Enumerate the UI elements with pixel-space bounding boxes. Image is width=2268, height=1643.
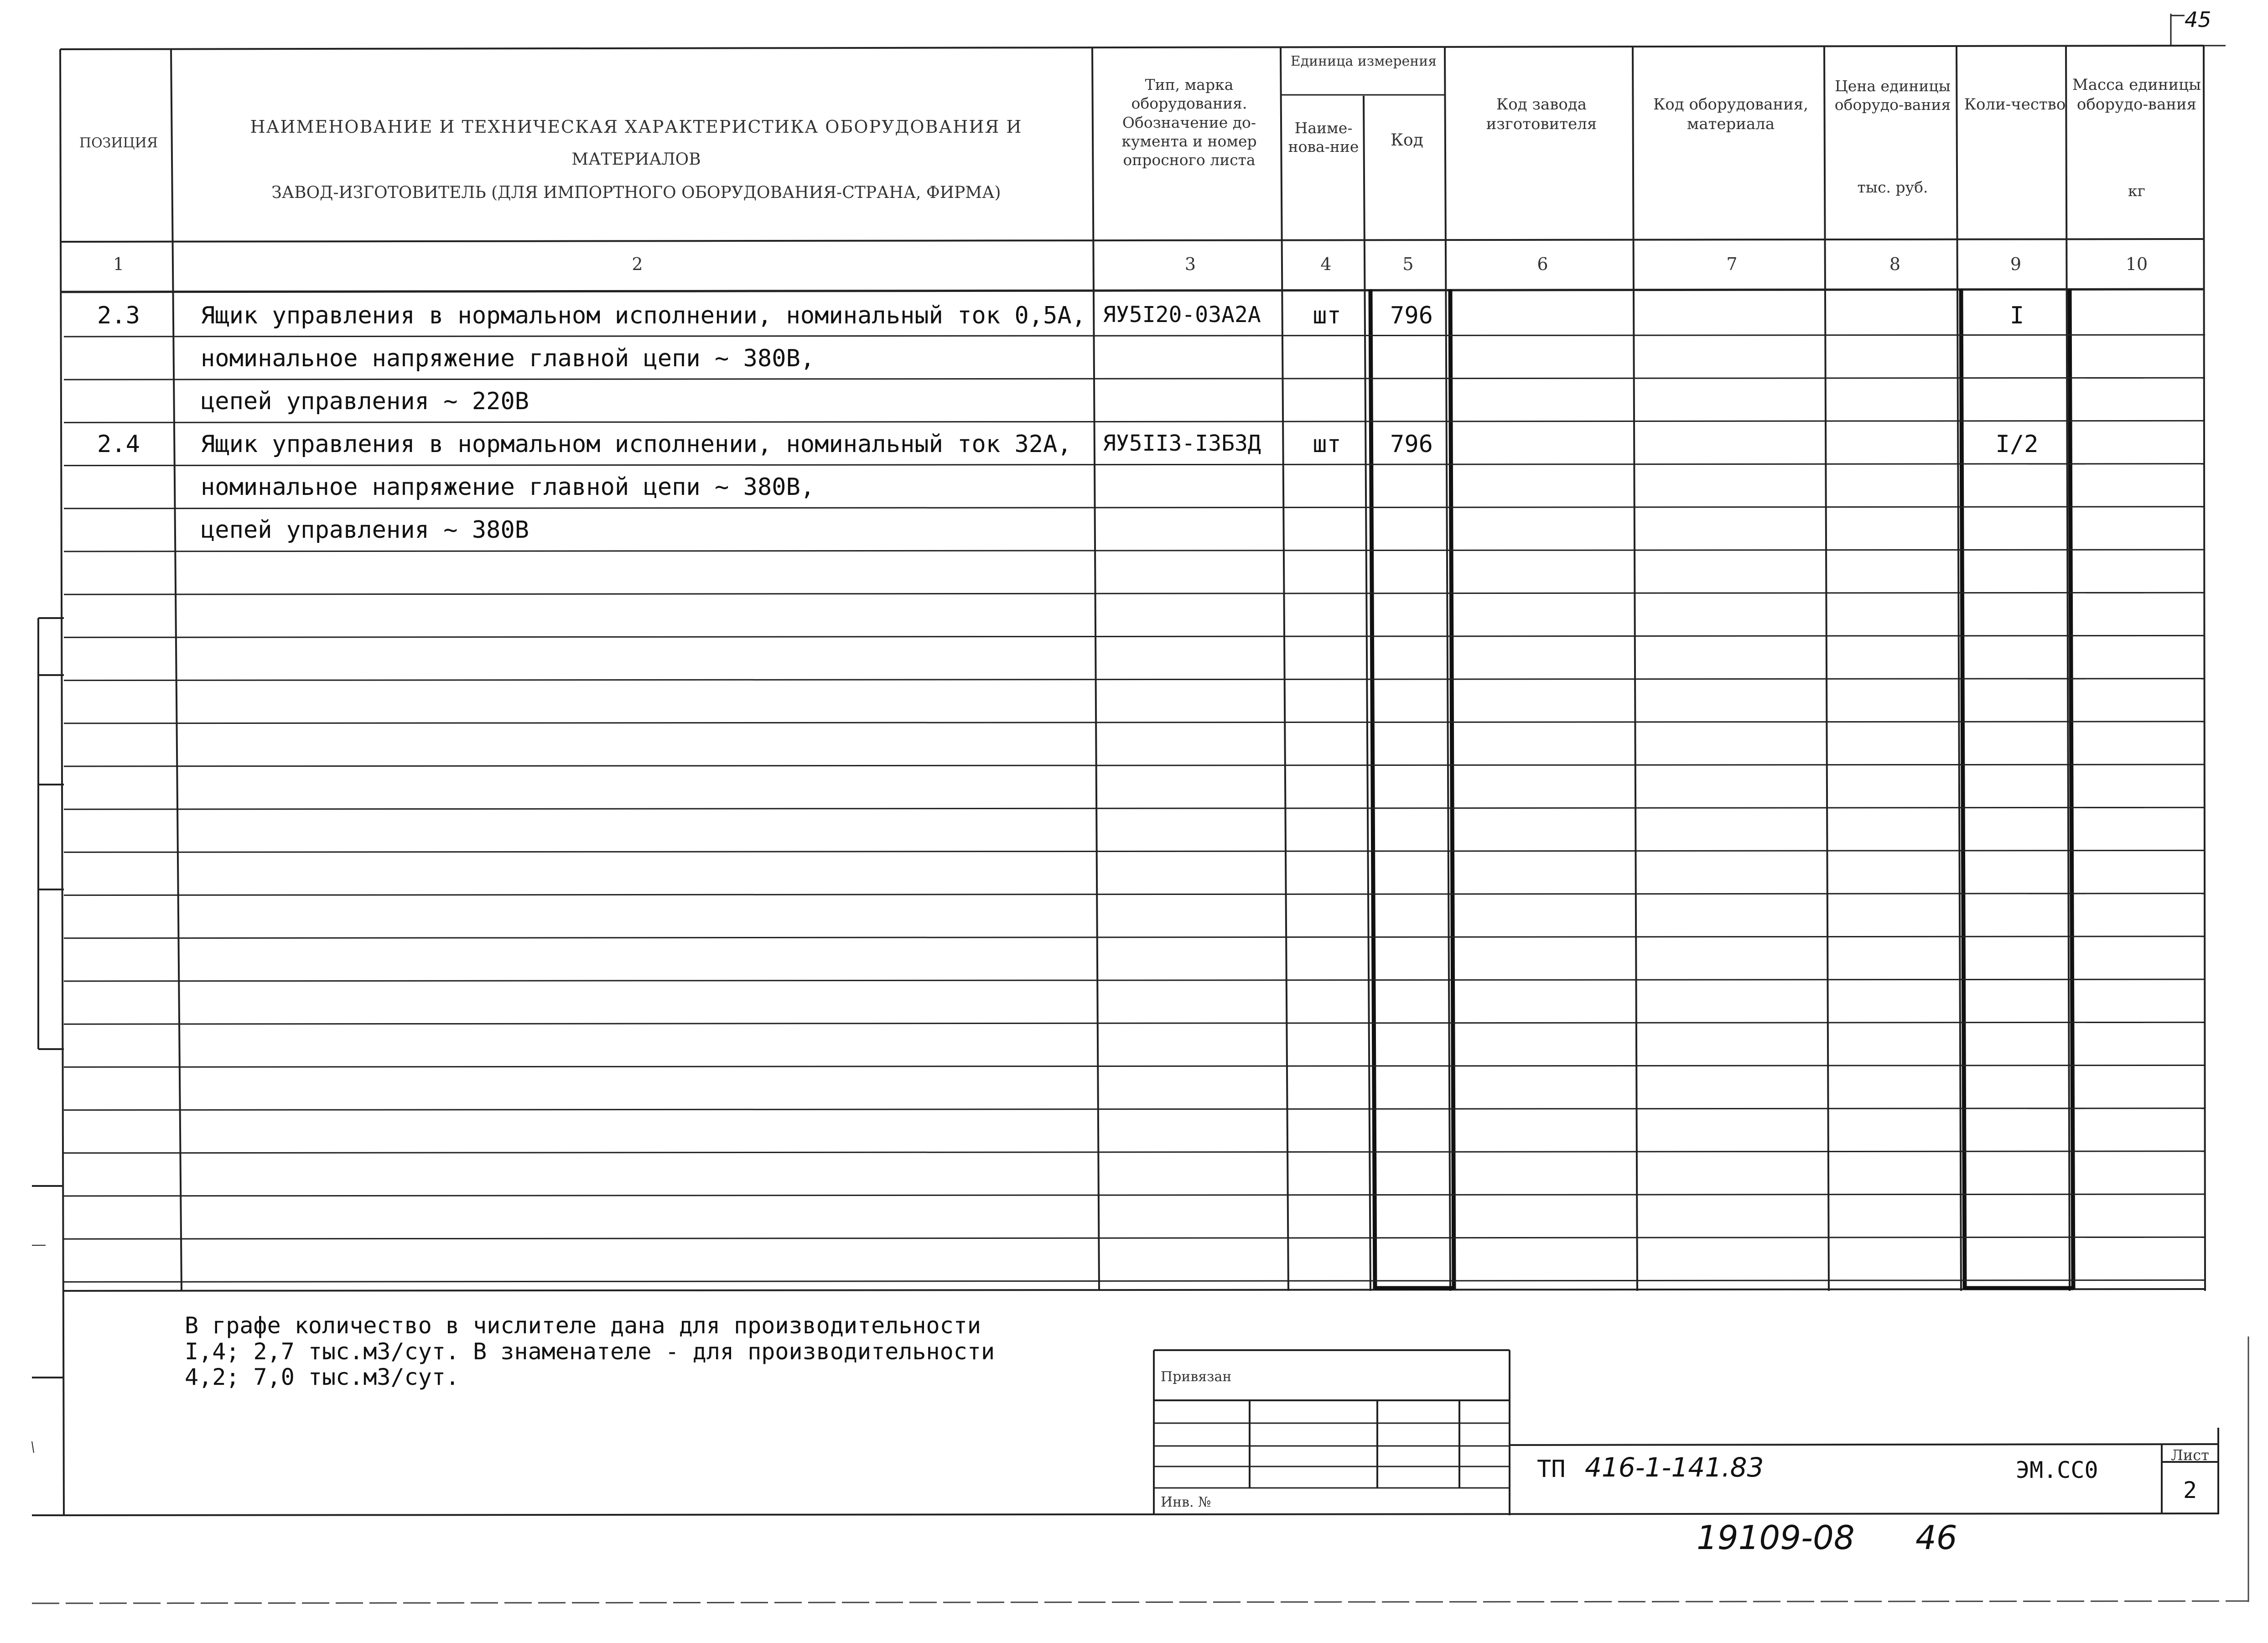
column-number-5: 5	[1402, 254, 1414, 274]
column-number-4: 4	[1320, 254, 1332, 274]
header-name-line3: ЗАВОД-ИЗГОТОВИТЕЛЬ (ДЛЯ ИМПОРТНОГО ОБОРУДОВАНИЯ-СТРАНА, ФИРМА)	[271, 183, 1001, 202]
row-line	[64, 979, 2205, 981]
column-number-3: 3	[1184, 254, 1196, 274]
stamp-inv-no: Инв. №	[1161, 1494, 1211, 1510]
row-line	[64, 335, 2205, 337]
header-unit-code: Код	[1391, 131, 1423, 150]
header-unit-group: Единица измерения	[1290, 53, 1437, 69]
cell-name: цепей управления ~ 380В	[201, 516, 529, 544]
archive-page: 46	[1915, 1518, 1957, 1557]
stamp-privyazan: Привязан	[1161, 1369, 1232, 1385]
cell-position: 2.4	[97, 431, 140, 458]
header-price: Цена единицы оборудо-вания	[1834, 77, 1951, 114]
cell-quantity: I	[2009, 302, 2024, 329]
stamp-section: ЭМ.СС0	[2016, 1457, 2098, 1483]
stamp-doc-prefix: ТП	[1537, 1456, 1566, 1483]
header-position: ПОЗИЦИЯ	[79, 135, 158, 151]
header-equipment-code: Код оборудования, материала	[1653, 95, 1809, 133]
header-name-line1: НАИМЕНОВАНИЕ И ТЕХНИЧЕСКАЯ ХАРАКТЕРИСТИКА ОБОРУДОВАНИЯ И	[250, 117, 1022, 137]
cell-unit: шт	[1313, 431, 1341, 458]
row-line	[64, 378, 2205, 380]
row-line	[64, 679, 2205, 681]
page-number: 45	[2185, 7, 2211, 32]
cell-unit: шт	[1313, 302, 1341, 329]
row-line	[64, 1065, 2205, 1067]
cell-type: ЯУ5I20-03А2А	[1103, 302, 1261, 328]
column-number-2: 2	[632, 254, 643, 274]
column-number-10: 10	[2125, 254, 2148, 274]
row-line	[64, 507, 2205, 509]
stamp-sheet-label: Лист	[2171, 1446, 2209, 1464]
row-line	[64, 936, 2205, 938]
row-line	[64, 1237, 2205, 1239]
row-line	[64, 421, 2205, 422]
row-line	[64, 1194, 2205, 1196]
row-line	[64, 894, 2205, 895]
header-mass: Масса единицы оборудо-вания	[2072, 76, 2201, 114]
cell-position: 2.3	[97, 302, 140, 329]
row-line	[64, 464, 2205, 466]
cell-name: цепей управления ~ 220В	[201, 388, 529, 415]
cell-type: ЯУ5II3-I3Б3Д	[1103, 431, 1261, 456]
column-number-6: 6	[1537, 254, 1548, 274]
cell-name: Ящик управления в нормальном исполнении, номинальный ток 0,5А,	[201, 302, 1086, 329]
cell-name: номинальное напряжение главной цепи ~ 380В,	[201, 473, 815, 501]
header-price-unit: тыс. руб.	[1857, 178, 1928, 196]
header-mass-unit: кг	[2128, 182, 2145, 200]
row-line	[64, 593, 2205, 594]
stamp-doc-code: 416-1-141.83	[1585, 1452, 1764, 1483]
row-line	[64, 550, 2205, 551]
header-quantity: Коли-чество	[1964, 95, 2066, 114]
footnote: В графе количество в числителе дана для производительности I,4; 2,7 тыс.м3/сут. В знаменателе - для производительности 4,2; 7,0 тыс.м3/сут.	[185, 1312, 995, 1390]
header-factory-code: Код завода изготовителя	[1486, 95, 1597, 133]
row-line	[64, 764, 2205, 766]
header-type: Тип, марка оборудования. Обозначение до-кумента и номер опросного листа	[1121, 76, 1257, 169]
row-line	[64, 1280, 2205, 1282]
header-unit-name: Наиме-нова-ние	[1288, 119, 1359, 156]
column-number-1: 1	[113, 254, 125, 274]
column-number-9: 9	[2010, 254, 2022, 274]
cell-quantity: I/2	[1995, 431, 2039, 458]
row-line	[64, 635, 2205, 637]
cell-name: номинальное напряжение главной цепи ~ 380В,	[201, 345, 815, 372]
row-line	[64, 1151, 2205, 1153]
archive-number: 19109-08	[1697, 1518, 1855, 1557]
row-line	[64, 850, 2205, 852]
header-name-line2: МАТЕРИАЛОВ	[571, 150, 701, 169]
row-line	[64, 1108, 2205, 1110]
column-number-8: 8	[1889, 254, 1901, 274]
column-number-7: 7	[1726, 254, 1738, 274]
cell-name: Ящик управления в нормальном исполнении, номинальный ток 32А,	[201, 431, 1072, 458]
cell-code: 796	[1390, 431, 1433, 458]
stamp-sheet-number: 2	[2183, 1477, 2197, 1503]
row-line	[64, 1022, 2205, 1024]
row-line	[64, 722, 2205, 723]
row-line	[64, 807, 2205, 809]
cell-code: 796	[1390, 302, 1433, 329]
